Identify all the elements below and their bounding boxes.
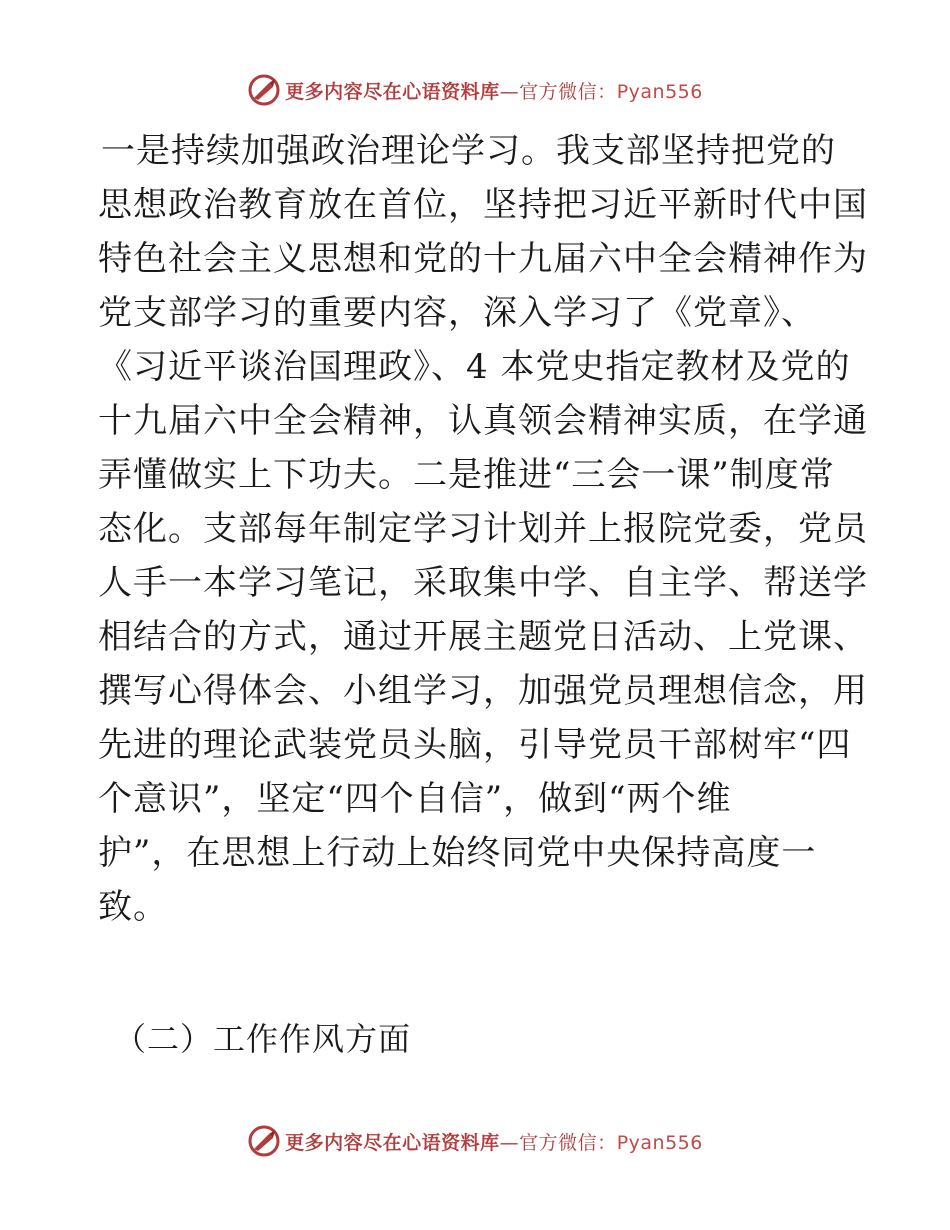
text-line: 致。 xyxy=(98,887,168,927)
text-line: 弄懂做实上下功夫。二是推进“三会一课”制度常 xyxy=(98,455,835,495)
text-line: 撰写心得体会、小组学习，加强党员理想信念，用 xyxy=(98,671,868,711)
text-line: 护”，在思想上行动上始终同党中央保持高度一 xyxy=(98,833,817,873)
dash: — xyxy=(499,80,520,103)
quill-logo-icon xyxy=(247,1124,281,1158)
text-line: 相结合的方式，通过开展主题党日活动、上党课、 xyxy=(98,617,868,657)
text-line: 思想政治教育放在首位，坚持把习近平新时代中国 xyxy=(98,185,868,225)
text-line: 个意识”，坚定“四个自信”，做到“两个维 xyxy=(98,779,732,819)
brand-name: 更多内容尽在心语资料库 xyxy=(285,80,500,103)
banner-text xyxy=(285,77,703,104)
header-banner xyxy=(0,70,950,110)
text-line: 一是持续加强政治理论学习。我支部坚持把党的 xyxy=(101,131,836,171)
wechat-label: 官方微信： xyxy=(519,80,617,103)
text-line: 特色社会主义思想和党的十九届六中全会精神作为 xyxy=(98,239,868,279)
wechat-label: 官方微信： xyxy=(519,1131,617,1154)
quill-logo-icon xyxy=(247,73,281,107)
section-heading: （二）工作作风方面 xyxy=(114,1020,412,1058)
text-line: 十九届六中全会精神，认真领会精神实质，在学通 xyxy=(98,401,868,441)
text-line: 态化。支部每年制定学习计划并上报院党委，党员 xyxy=(98,509,868,549)
body-paragraph xyxy=(98,124,868,934)
text-line: 先进的理论武装党员头脑，引导党员干部树牢“四 xyxy=(98,725,852,765)
text-line: 《习近平谈治国理政》、4 本党史指定教材及党的 xyxy=(98,347,851,387)
wechat-id: Pyan556 xyxy=(616,1131,703,1154)
text-line: 党支部学习的重要内容，深入学习了《党章》、 xyxy=(98,293,816,333)
text-line: 人手一本学习笔记，采取集中学、自主学、帮送学 xyxy=(98,563,868,603)
dash: — xyxy=(499,1131,520,1154)
banner-text xyxy=(285,1128,703,1155)
footer-banner xyxy=(0,1121,950,1161)
brand-name: 更多内容尽在心语资料库 xyxy=(285,1131,500,1154)
wechat-id: Pyan556 xyxy=(616,80,703,103)
